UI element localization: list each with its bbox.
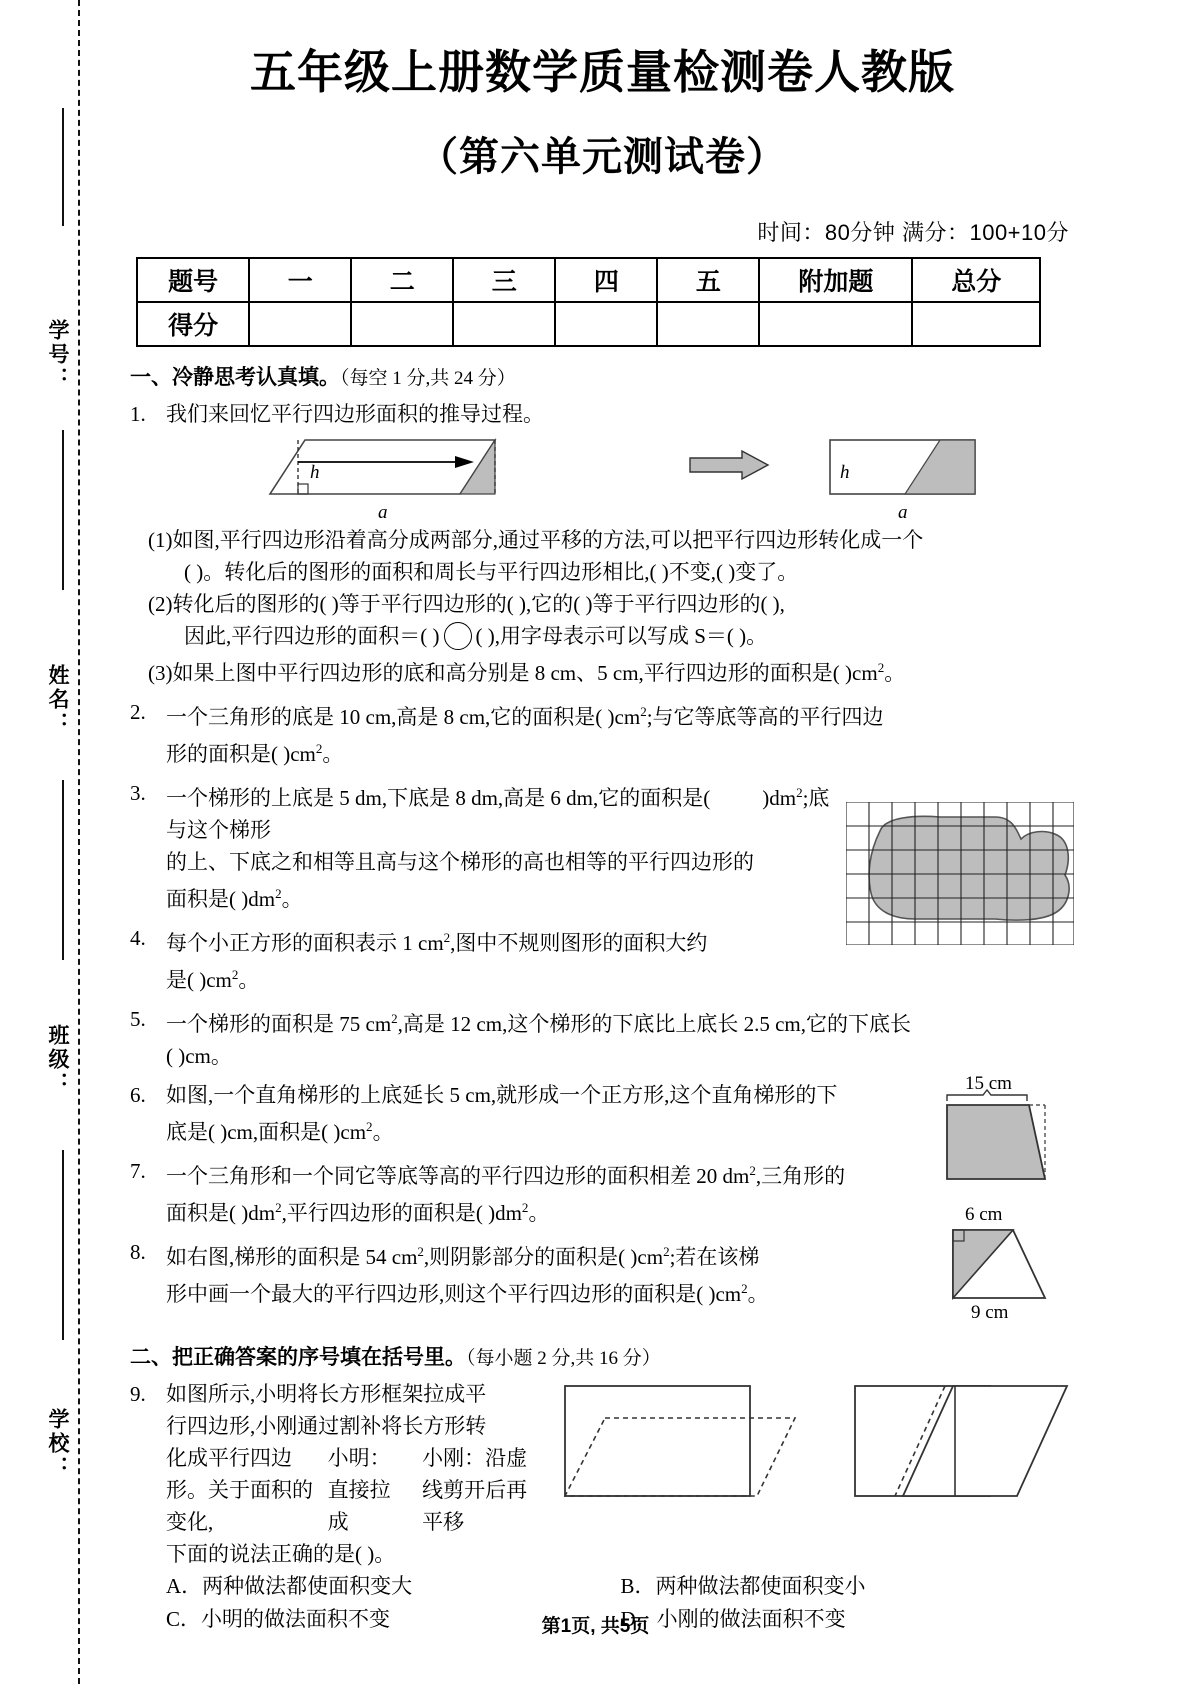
question-8-line2-tail: 。: [747, 1281, 769, 1306]
question-6-block: [130, 1072, 1075, 1229]
page-title: 五年级上册数学质量检测卷人教版: [250, 46, 955, 98]
question-6-line2-tail: 。: [372, 1119, 394, 1144]
margin-rule-1: [62, 108, 64, 226]
score-cell-4[interactable]: [555, 302, 657, 346]
question-1-part2-line1: (2)转化后的图形的( )等于平行四边形的( ),它的( )等于平行四边形的( ),: [148, 591, 785, 616]
margin-label-student-id: 学号：: [46, 319, 69, 391]
question-8-line2-text: 形中画一个最大的平行四边形,则这个平行四边形的面积是( )cm: [166, 1281, 742, 1306]
question-2-line2-tail: 。: [322, 741, 344, 766]
section-heading-2-points: （每小题 2 分,共 16 分）: [466, 1347, 661, 1369]
margin-label-school: 学校：: [46, 1408, 69, 1480]
question-8-line1-mid: ,则阴影部分的面积是( )cm: [423, 1244, 664, 1269]
question-4-line1-tail: ,图中不规则图形的面积大约: [450, 930, 708, 955]
score-cell-3[interactable]: [453, 302, 555, 346]
question-5-line2: ( )cm。: [166, 1043, 232, 1068]
score-cell-total[interactable]: [912, 302, 1040, 346]
question-8-number: 8.: [130, 1239, 146, 1264]
question-3-4-block: [130, 777, 1075, 996]
section-heading-1-points: （每空 1 分,共 24 分）: [340, 367, 516, 389]
svg-text:a: a: [898, 501, 908, 523]
question-3-line1: [166, 777, 1075, 846]
question-5-line1-text: 一个梯形的面积是 75 cm: [166, 1011, 392, 1036]
question-1-stem: 我们来回忆平行四边形面积的推导过程。: [166, 401, 544, 426]
unit-superscript-7c: 2: [521, 1199, 529, 1215]
unit-superscript-3a: 2: [796, 784, 803, 800]
score-col-5: 五: [657, 258, 759, 302]
unit-superscript-7b: 2: [275, 1199, 282, 1215]
parallelogram-derivation-svg: [130, 432, 1075, 524]
question-9-block: [130, 1378, 1075, 1570]
unit-superscript-8a: 2: [417, 1243, 424, 1259]
question-4-line1-text: 每个小正方形的面积表示 1 cm: [166, 930, 444, 955]
question-1-part2: [130, 588, 1075, 652]
question-6-line1: 如图,一个直角梯形的上底延长 5 cm,就形成一个正方形,这个直角梯形的下: [166, 1082, 838, 1107]
question-7-line1-tail: ,三角形的: [755, 1163, 846, 1188]
question-8-line1: [166, 1236, 941, 1273]
question-2-number: 2.: [130, 699, 146, 724]
question-3-line3: [166, 878, 1075, 915]
question-1-part2-formula-post: ( ),用字母表示可以写成 S＝( )。: [475, 623, 768, 648]
question-5-number: 5.: [130, 1006, 146, 1031]
margin-rule-3: [62, 780, 64, 960]
unit-superscript-3b: 2: [275, 885, 282, 901]
operator-circle-blank[interactable]: [444, 622, 472, 650]
question-1-figure: [130, 432, 1075, 524]
unit-superscript-1: 2: [877, 659, 885, 675]
question-2-line2-text: 形的面积是( )cm: [166, 741, 316, 766]
question-2-line1-tail: ;与它等底等高的平行四边: [646, 704, 884, 729]
score-col-4: 四: [555, 258, 657, 302]
question-1-number: 1.: [130, 401, 146, 426]
question-4-number: 4.: [130, 925, 146, 950]
unit-superscript-8b: 2: [663, 1243, 670, 1259]
question-1-part3-text: (3)如果上图中平行四边形的底和高分别是 8 cm、5 cm,平行四边形的面积是( )cm: [148, 660, 878, 685]
exam-meta: 时间：80分钟 满分：100+10分: [757, 219, 1069, 245]
option-a[interactable]: A．两种做法都使面积变大: [166, 1573, 413, 1598]
question-1-part1: [130, 524, 1075, 588]
question-7-line1: [166, 1155, 926, 1192]
question-2: [130, 696, 1075, 770]
question-3-line3-text: 面积是( )dm: [166, 886, 276, 911]
table-row-scores: [137, 302, 1040, 346]
section-heading-1: [130, 361, 1075, 391]
question-9: [130, 1378, 1075, 1570]
score-cell-5[interactable]: [657, 302, 759, 346]
unit-superscript-7a: 2: [749, 1162, 756, 1178]
unit-superscript-2b: 2: [315, 740, 323, 756]
question-4: [130, 922, 1075, 996]
option-b[interactable]: B．两种做法都使面积变小: [620, 1573, 866, 1598]
question-7-line1-text: 一个三角形和一个同它等底等高的平行四边形的面积相差 20 dm: [166, 1163, 750, 1188]
question-9-line3-row: [166, 1442, 543, 1538]
question-3-line1-tail: ;底与这个梯形: [166, 785, 830, 842]
score-cell-2[interactable]: [351, 302, 453, 346]
question-2-line1-text: 一个三角形的底是 10 cm,高是 8 cm,它的面积是( )cm: [166, 704, 641, 729]
question-8-line1-text: 如右图,梯形的面积是 54 cm: [166, 1244, 418, 1269]
option-row-1: [166, 1570, 1075, 1603]
question-8-line1-tail: ;若在该梯: [669, 1244, 760, 1269]
margin-rule-2: [62, 430, 64, 590]
question-4-line2: [166, 959, 1075, 996]
svg-text:a: a: [378, 501, 388, 523]
binding-dashed-line: [78, 0, 80, 1684]
svg-text:6 cm: 6 cm: [965, 1203, 1003, 1225]
question-3-number: 3.: [130, 780, 146, 805]
score-table: [136, 257, 1041, 347]
question-4-line2-text: 是( )cm: [166, 967, 232, 992]
question-1-part2-formula-pre: 因此,平行四边形的面积＝( ): [184, 623, 440, 648]
question-6-number: 6.: [130, 1082, 146, 1107]
svg-text:h: h: [310, 461, 320, 483]
question-9-number: 9.: [130, 1381, 146, 1406]
margin-label-class: 班级：: [46, 1024, 69, 1096]
question-7-number: 7.: [130, 1158, 146, 1183]
question-3: [130, 777, 1075, 915]
margin-field-labels: [18, 0, 72, 1684]
unit-superscript-6: 2: [366, 1118, 373, 1134]
svg-text:9 cm: 9 cm: [971, 1301, 1009, 1322]
question-1-part2-line2: [184, 620, 1075, 652]
unit-superscript-2a: 2: [640, 703, 647, 719]
unit-superscript-5: 2: [391, 1010, 398, 1026]
question-6-line2: [166, 1111, 1075, 1148]
question-7-line2-text: 面积是( )dm: [166, 1200, 276, 1225]
page-footer: 第1页, 共5页: [541, 1616, 650, 1637]
question-1-part3: [130, 652, 1075, 689]
question-1-part1-line1: (1)如图,平行四边形沿着高分成两部分,通过平移的方法,可以把平行四边形转化成一个: [148, 527, 924, 552]
margin-label-name: 姓名：: [46, 664, 69, 736]
question-7: [130, 1155, 1075, 1229]
question-1: [130, 398, 1075, 430]
question-9-line3: 化成平行四边形。关于面积的变化,: [166, 1445, 313, 1534]
question-7-line2-mid: ,平行四边形的面积是( )dm: [281, 1200, 522, 1225]
question-5-line1: [166, 1003, 1075, 1040]
option-d[interactable]: D．小刚的做法面积不变: [620, 1606, 846, 1631]
question-3-line3-tail: 。: [281, 886, 303, 911]
score-col-1: 一: [249, 258, 351, 302]
svg-text:h: h: [840, 461, 850, 483]
section-heading-2: [130, 1341, 1075, 1371]
question-5: [130, 1003, 1075, 1072]
score-cell-extra[interactable]: [759, 302, 912, 346]
question-9-line4: 下面的说法正确的是( )。: [166, 1541, 396, 1566]
section-heading-2-text: 二、把正确答案的序号填在括号里。: [130, 1345, 466, 1369]
question-2-line1: [166, 696, 1075, 733]
question-3-line1-text: 一个梯形的上底是 5 dm,下底是 8 dm,高是 6 dm,它的面积是(: [166, 785, 711, 810]
question-9-line1: 如图所示,小明将长方形框架拉成平: [166, 1381, 487, 1406]
score-table-row-label-1: 题号: [137, 258, 249, 302]
question-1-part1-line2: ( )。转化后的图形的面积和周长与平行四边形相比,( )不变,( )变了。: [184, 559, 799, 584]
question-4-line2-tail: 。: [238, 967, 260, 992]
question-3-line1-unit: )dm: [762, 785, 797, 810]
table-row-header: [137, 258, 1040, 302]
score-col-3: 三: [453, 258, 555, 302]
question-9-caption-left: 小明：直接拉成: [327, 1445, 391, 1534]
score-col-2: 二: [351, 258, 453, 302]
question-8-line2: [166, 1273, 1075, 1310]
question-9-line2: 行四边形,小刚通过割补将长方形转: [166, 1413, 487, 1438]
question-5-line1-tail: ,高是 12 cm,这个梯形的下底比上底长 2.5 cm,它的下底长: [397, 1011, 911, 1036]
question-3-line2: 的上、下底之和相等且高与这个梯形的高也相等的平行四边形的: [166, 849, 754, 874]
question-2-line2: [166, 733, 1075, 770]
question-6: [130, 1079, 1075, 1148]
question-7-line2-tail: 。: [528, 1200, 550, 1225]
unit-superscript-8c: 2: [741, 1280, 748, 1296]
svg-text:15 cm: 15 cm: [965, 1072, 1012, 1094]
question-8: [130, 1236, 1075, 1310]
score-col-extra: 附加题: [759, 258, 912, 302]
page-subtitle: （第六单元测试卷）: [418, 134, 787, 179]
unit-superscript-4a: 2: [443, 929, 451, 945]
question-9-caption-right: 小刚：沿虚线剪开后再平移: [422, 1445, 528, 1534]
score-table-row-label-2: 得分: [137, 302, 249, 346]
question-1-part3-line: (3)如果上图中平行四边形的底和高分别是 8 cm、5 cm,平行四边形的面积是( )$cm^2$。: [148, 659, 906, 685]
question-6-line2-text: 底是( )cm,面积是( )cm: [166, 1119, 367, 1144]
score-cell-1[interactable]: [249, 302, 351, 346]
score-col-total: 总分: [912, 258, 1040, 302]
option-c[interactable]: C．小明的做法面积不变: [166, 1606, 391, 1631]
exam-page: [130, 0, 1075, 1636]
margin-rule-4: [62, 1150, 64, 1340]
question-4-line1: [166, 922, 1075, 959]
unit-superscript-4b: 2: [231, 966, 239, 982]
section-heading-1-text: 一、冷静思考认真填。: [130, 365, 340, 389]
